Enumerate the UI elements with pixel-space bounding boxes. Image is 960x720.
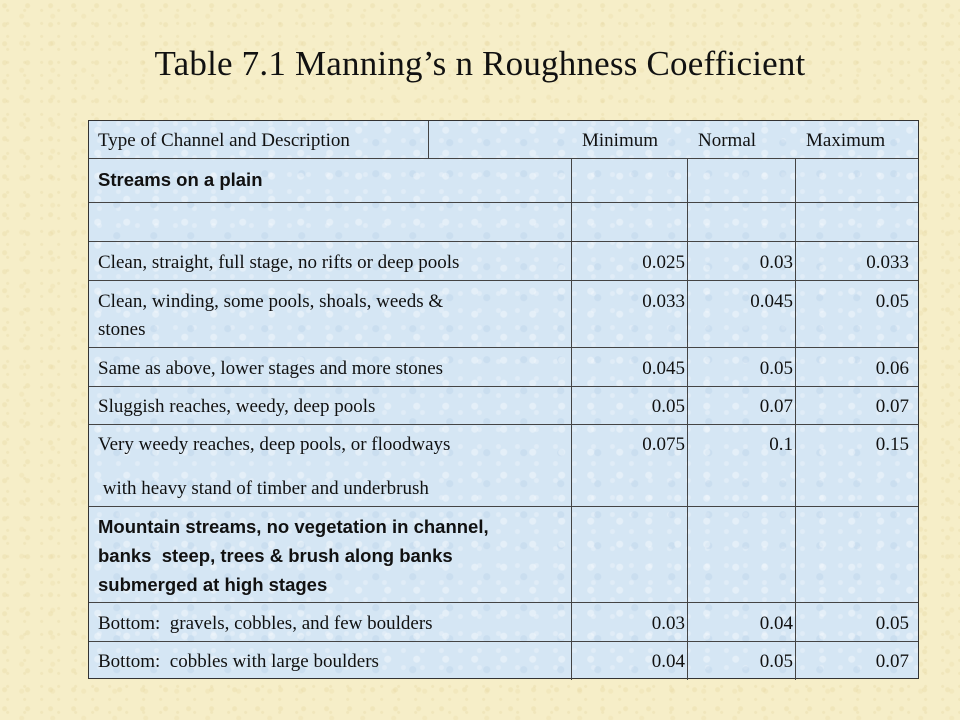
row-maximum: 0.05 [875,291,909,312]
row-divider [89,202,918,203]
section-heading-mountain-continued: banks steep, trees & brush along banks [98,545,453,566]
row-maximum: 0.06 [875,358,909,379]
row-maximum: 0.033 [866,252,909,273]
row-normal: 0.04 [759,613,793,634]
row-minimum: 0.033 [642,291,685,312]
section-heading-mountain-continued: submerged at high stages [98,574,328,595]
column-divider [571,158,572,680]
column-divider [795,158,796,680]
header-description: Type of Channel and Description [98,130,350,151]
row-minimum: 0.025 [642,252,685,273]
row-divider [89,158,918,159]
row-maximum: 0.07 [875,651,909,672]
row-maximum: 0.07 [875,396,909,417]
row-divider [89,241,918,242]
row-maximum: 0.05 [875,613,909,634]
row-minimum: 0.04 [651,651,685,672]
row-divider [89,602,918,603]
row-divider [89,424,918,425]
row-divider [89,347,918,348]
row-description: Very weedy reaches, deep pools, or floodways [98,434,451,455]
row-description-continued: with heavy stand of timber and underbrush [98,478,429,499]
section-heading-plain: Streams on a plain [98,169,263,190]
column-divider [687,158,688,680]
row-description: Same as above, lower stages and more stones [98,358,444,379]
row-description: Sluggish reaches, weedy, deep pools [98,396,376,417]
row-description: Clean, winding, some pools, shoals, weeds & [98,291,444,312]
row-divider [89,506,918,507]
roughness-table [88,120,919,679]
row-normal: 0.05 [759,358,793,379]
section-heading-mountain: Mountain streams, no vegetation in channel, [98,516,489,537]
row-normal: 0.07 [759,396,793,417]
row-normal: 0.1 [769,434,793,455]
row-description: Bottom: gravels, cobbles, and few boulders [98,613,433,634]
row-normal: 0.05 [759,651,793,672]
row-description: Bottom: cobbles with large boulders [98,651,379,672]
row-minimum: 0.075 [642,434,685,455]
header-normal: Normal [698,130,757,151]
row-minimum: 0.03 [651,613,685,634]
row-normal: 0.03 [759,252,793,273]
row-divider [89,386,918,387]
row-description-continued: stones [98,319,146,340]
row-maximum: 0.15 [875,434,909,455]
column-divider [428,121,429,158]
row-minimum: 0.045 [642,358,685,379]
header-maximum: Maximum [806,130,886,151]
row-minimum: 0.05 [651,396,685,417]
page-title: Table 7.1 Manning’s n Roughness Coefficient [154,44,806,83]
row-description: Clean, straight, full stage, no rifts or deep pools [98,252,460,273]
header-minimum: Minimum [582,130,659,151]
row-divider [89,641,918,642]
row-normal: 0.045 [750,291,793,312]
row-divider [89,280,918,281]
